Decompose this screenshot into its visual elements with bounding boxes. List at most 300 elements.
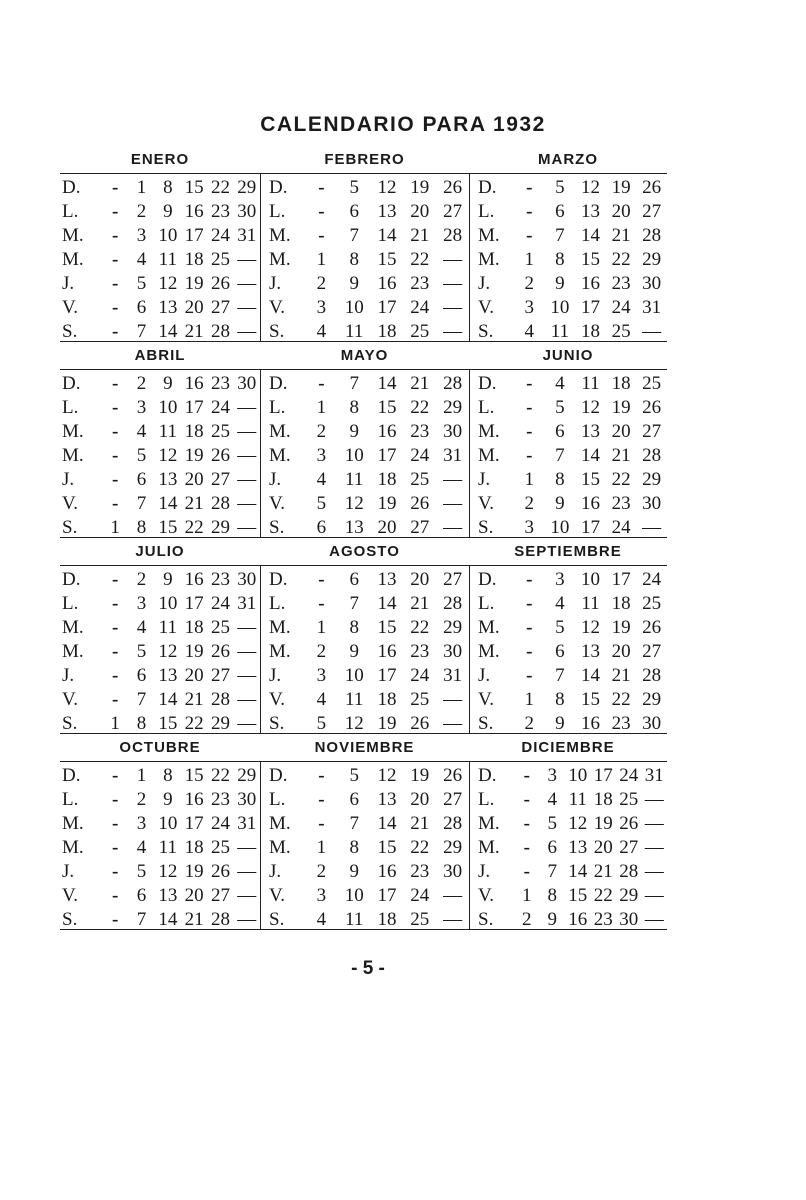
day-cell: 24 [619,765,639,786]
day-cell: 23 [410,861,430,882]
day-cell: 14 [158,493,178,514]
day-cell: 11 [550,321,570,342]
day-cell: 19 [611,617,631,638]
day-cell: 3 [524,517,535,538]
day-cell: 12 [377,765,397,786]
day-cell: 9 [163,201,173,222]
day-cell: 4 [316,321,327,342]
day-cell: 14 [580,665,600,686]
day-cell: 26 [619,813,639,834]
week-row [470,372,667,396]
day-cell: 17 [184,813,204,834]
week-row [60,272,260,296]
month-diciembre [469,762,667,930]
week-row [60,516,260,540]
day-cell: 12 [580,177,600,198]
day-cell: 22 [210,177,230,198]
day-cell: 3 [316,885,327,906]
day-cell: 3 [555,569,565,590]
day-cell: — [237,397,257,418]
day-cell: 10 [344,665,364,686]
day-cell: 10 [344,445,364,466]
week-row [470,640,667,664]
day-cell: 25 [410,909,430,930]
day-cell: 10 [344,885,364,906]
day-cell: — [237,321,257,342]
month-header: AGOSTO [260,538,469,566]
day-cell: 19 [611,397,631,418]
day-cell: 5 [136,273,147,294]
day-cell: — [237,517,257,538]
week-row [470,764,667,788]
weekday-label: M. [478,249,500,270]
week-row [470,664,667,688]
day-cell: 14 [377,593,397,614]
day-cell: 3 [136,813,147,834]
day-cell: - [112,617,119,638]
day-cell: — [443,493,463,514]
day-cell: 30 [619,909,639,930]
weekday-label: J. [478,469,491,490]
day-cell: 31 [443,665,463,686]
day-cell: 3 [136,397,147,418]
day-cell: 28 [443,593,463,614]
day-cell: 15 [158,517,178,538]
day-cell: 1 [524,689,535,710]
day-cell: - [318,373,325,394]
day-cell: — [443,713,463,734]
weekday-label: D. [62,177,81,198]
day-cell: - [526,177,533,198]
weekday-label: M. [478,421,500,442]
day-cell: 14 [158,909,178,930]
day-cell: 17 [611,569,631,590]
week-row [470,396,667,420]
week-row [470,200,667,224]
day-cell: 17 [377,885,397,906]
day-cell: 9 [349,421,359,442]
day-cell: 13 [377,569,397,590]
weekday-label: M. [478,837,500,858]
day-cell: 26 [210,445,230,466]
day-cell: 27 [443,201,463,222]
day-cell: 23 [410,421,430,442]
weekday-label: L. [269,593,286,614]
day-cell: 13 [158,297,178,318]
day-cell: 21 [611,665,631,686]
weekday-label: D. [269,373,288,394]
day-cell: - [318,789,325,810]
day-cell: 18 [377,469,397,490]
day-cell: 19 [377,713,397,734]
week-row [60,372,260,396]
day-cell: 7 [547,861,557,882]
month-header: SEPTIEMBRE [469,538,667,566]
day-cell: 19 [410,765,430,786]
day-cell: 28 [210,321,230,342]
day-cell: 1 [136,177,147,198]
weekday-label: S. [269,909,285,930]
weekday-label: S. [62,713,78,734]
day-cell: 20 [377,517,397,538]
day-cell: — [237,885,257,906]
day-cell: 8 [555,469,565,490]
day-cell: 6 [547,837,557,858]
day-cell: 6 [136,665,147,686]
day-cell: 31 [644,765,664,786]
week-row [470,616,667,640]
day-cell: 22 [410,617,430,638]
day-cell: 16 [184,373,204,394]
weekday-label: V. [62,689,79,710]
day-cell: 21 [410,593,430,614]
month-header: OCTUBRE [60,734,260,762]
week-row [60,468,260,492]
day-cell: 28 [210,493,230,514]
day-cell: 15 [158,713,178,734]
week-row [470,492,667,516]
day-cell: 23 [611,493,631,514]
day-cell: — [237,421,257,442]
day-cell: 14 [377,813,397,834]
day-cell: 17 [580,517,600,538]
day-cell: 29 [642,689,662,710]
day-cell: 28 [642,445,662,466]
day-cell: 15 [580,249,600,270]
day-cell: 13 [580,421,600,442]
weekday-label: S. [478,517,494,538]
day-cell: — [443,273,463,294]
day-cell: - [112,593,119,614]
day-cell: 8 [547,885,557,906]
weekday-label: D. [62,765,81,786]
day-cell: 2 [524,273,535,294]
day-cell: 26 [410,493,430,514]
month-header: DICIEMBRE [469,734,667,762]
week-row [60,224,260,248]
day-cell: 6 [555,421,565,442]
weekday-label: L. [62,397,79,418]
day-cell: 9 [555,273,565,294]
day-cell: 5 [555,617,565,638]
day-cell: 5 [136,641,147,662]
day-cell: - [526,665,533,686]
day-cell: - [112,469,119,490]
day-cell: 26 [443,765,463,786]
weekday-label: V. [478,297,495,318]
day-cell: 6 [136,885,147,906]
week-row [470,444,667,468]
weekday-label: M. [269,445,291,466]
month-header: NOVIEMBRE [260,734,469,762]
day-cell: 2 [316,641,327,662]
day-cell: 28 [443,373,463,394]
day-cell: 6 [349,201,359,222]
day-cell: - [112,765,119,786]
day-cell: — [443,885,463,906]
day-cell: — [237,713,257,734]
day-cell: - [318,765,325,786]
day-cell: 12 [580,397,600,418]
day-cell: 26 [642,397,662,418]
day-cell: 24 [410,885,430,906]
page-number: - 5 - [351,958,385,979]
weekday-label: J. [62,273,75,294]
day-cell: 18 [184,421,204,442]
weekday-label: L. [269,201,286,222]
day-cell: 4 [316,469,327,490]
day-cell: — [237,493,257,514]
week-row [470,176,667,200]
week-row [60,320,260,344]
week-row [261,444,469,468]
day-cell: 14 [377,225,397,246]
day-cell: 10 [158,813,178,834]
day-cell: 12 [377,177,397,198]
day-cell: 18 [377,321,397,342]
day-cell: 5 [555,177,565,198]
week-row [60,176,260,200]
day-cell: - [112,665,119,686]
day-cell: 10 [344,297,364,318]
month-header: JULIO [60,538,260,566]
week-row [470,516,667,540]
weekday-label: V. [269,885,286,906]
day-cell: 22 [611,249,631,270]
day-cell: 2 [136,201,147,222]
day-cell: 28 [642,665,662,686]
day-cell: 15 [377,397,397,418]
week-row [60,884,260,908]
day-cell: 1 [316,397,327,418]
day-cell: 21 [611,445,631,466]
day-cell: 15 [568,885,588,906]
day-cell: 31 [642,297,662,318]
weekday-label: V. [62,297,79,318]
weekday-label: J. [269,273,282,294]
day-cell: 14 [580,225,600,246]
week-row [261,176,469,200]
day-cell: 21 [611,225,631,246]
day-cell: 20 [593,837,613,858]
weekday-label: D. [478,373,497,394]
day-cell: - [523,837,530,858]
day-cell: — [644,909,664,930]
day-cell: 20 [611,201,631,222]
day-cell: 25 [210,249,230,270]
day-cell: 29 [642,249,662,270]
weekday-label: V. [478,689,495,710]
day-cell: 27 [210,885,230,906]
day-cell: 24 [642,569,662,590]
day-cell: 27 [642,421,662,442]
day-cell: 24 [410,445,430,466]
week-row [60,712,260,736]
day-cell: 6 [136,297,147,318]
day-cell: — [237,837,257,858]
day-cell: 8 [349,617,359,638]
day-cell: 30 [642,713,662,734]
day-cell: — [644,813,664,834]
day-cell: 8 [555,689,565,710]
day-cell: 22 [210,765,230,786]
day-cell: 7 [136,493,147,514]
day-cell: 2 [136,789,147,810]
day-cell: 9 [163,569,173,590]
day-cell: 13 [568,837,588,858]
day-cell: 5 [349,177,359,198]
day-cell: 8 [349,249,359,270]
day-cell: 25 [619,789,639,810]
day-cell: 1 [522,885,532,906]
weekday-label: M. [269,421,291,442]
day-cell: 26 [642,617,662,638]
month-mayo [260,370,469,538]
week-row [470,296,667,320]
day-cell: 27 [642,201,662,222]
day-cell: 14 [377,373,397,394]
week-row [60,396,260,420]
day-cell: - [112,909,119,930]
month-julio [60,566,260,734]
weekday-label: S. [478,909,494,930]
day-cell: - [112,249,119,270]
weekday-label: S. [478,321,494,342]
day-cell: 11 [345,689,364,710]
day-cell: 2 [316,421,327,442]
day-cell: - [112,641,119,662]
day-cell: 27 [619,837,639,858]
day-cell: 30 [237,569,257,590]
month-header: MAYO [260,342,469,370]
day-cell: — [237,249,257,270]
day-cell: 13 [344,517,364,538]
day-cell: 17 [184,225,204,246]
weekday-label: L. [62,789,79,810]
week-row [60,812,260,836]
weekday-label: M. [62,421,84,442]
day-cell: 23 [210,373,230,394]
day-cell: 18 [593,789,613,810]
day-cell: 17 [184,593,204,614]
day-cell: 8 [163,765,173,786]
month-header: ABRIL [60,342,260,370]
day-cell: 12 [580,617,600,638]
day-cell: 23 [210,569,230,590]
day-cell: 13 [580,641,600,662]
day-cell: 16 [580,713,600,734]
day-cell: — [237,861,257,882]
week-row [261,640,469,664]
day-cell: — [237,297,257,318]
day-cell: 2 [524,493,535,514]
day-cell: - [112,177,119,198]
day-cell: 25 [410,469,430,490]
day-cell: 15 [377,617,397,638]
day-cell: 18 [611,373,631,394]
weekday-label: M. [478,617,500,638]
day-cell: 5 [316,713,327,734]
day-cell: - [112,493,119,514]
weekday-label: S. [62,909,78,930]
weekday-label: D. [62,569,81,590]
week-row [261,860,469,884]
day-cell: - [523,789,530,810]
week-row [261,812,469,836]
day-cell: 24 [611,517,631,538]
day-cell: 29 [237,177,257,198]
day-cell: 11 [345,909,364,930]
day-cell: 28 [443,225,463,246]
day-cell: 13 [377,201,397,222]
month-febrero [260,174,469,342]
day-cell: 4 [547,789,557,810]
weekday-label: V. [269,297,286,318]
day-cell: 23 [210,789,230,810]
week-row [60,248,260,272]
day-cell: 29 [237,765,257,786]
week-row [261,712,469,736]
weekday-label: M. [269,837,291,858]
weekday-label: V. [62,885,79,906]
day-cell: - [112,373,119,394]
weekday-label: M. [269,641,291,662]
day-cell: - [112,861,119,882]
day-cell: 2 [136,373,147,394]
day-cell: 23 [210,201,230,222]
day-cell: 15 [580,689,600,710]
weekday-label: M. [269,813,291,834]
day-cell: — [644,885,664,906]
day-cell: 28 [210,689,230,710]
weekday-label: D. [269,569,288,590]
weekday-label: L. [269,397,286,418]
calendar-grid [60,146,667,930]
weekday-label: M. [478,225,500,246]
day-cell: 24 [210,225,230,246]
weekday-label: V. [269,493,286,514]
week-row [470,592,667,616]
day-cell: 3 [316,445,327,466]
day-cell: 8 [349,837,359,858]
day-cell: 8 [136,517,147,538]
day-cell: 11 [345,469,364,490]
day-cell: 20 [184,297,204,318]
day-cell: - [318,813,325,834]
day-cell: 17 [377,297,397,318]
day-cell: - [318,225,325,246]
day-cell: 6 [136,469,147,490]
weekday-label: J. [478,665,491,686]
day-cell: 28 [210,909,230,930]
day-cell: — [237,689,257,710]
weekday-label: L. [478,397,495,418]
weekday-label: S. [269,713,285,734]
weekday-label: J. [269,469,282,490]
week-row [261,296,469,320]
day-cell: 13 [158,665,178,686]
day-cell: 27 [210,469,230,490]
day-cell: 21 [184,493,204,514]
weekday-label: S. [62,321,78,342]
day-cell: 10 [568,765,588,786]
day-cell: 3 [524,297,535,318]
day-cell: 12 [158,273,178,294]
day-cell: 21 [410,373,430,394]
day-cell: 4 [555,373,565,394]
week-row [470,568,667,592]
weekday-label: J. [269,665,282,686]
